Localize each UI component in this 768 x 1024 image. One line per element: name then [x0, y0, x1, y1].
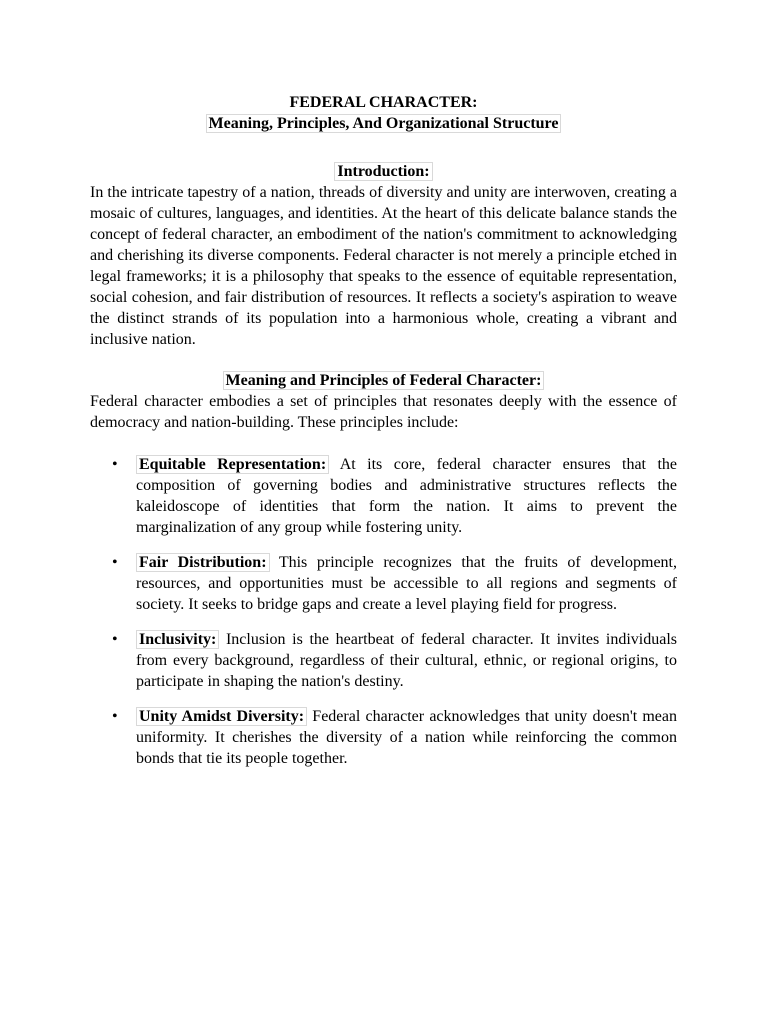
list-item: [90, 454, 677, 538]
title-line-1: FEDERAL CHARACTER:: [289, 94, 478, 111]
principle-text: Federal character acknowledges that unity doesn't mean uniformity. It cherishes the diversity of a nation while reinforcing the common bonds that tie its people together.: [136, 708, 678, 767]
title-line-2-wrapper: [90, 113, 677, 134]
spacer: [90, 433, 677, 454]
principle-text: Inclusion is the heartbeat of federal character. It invites individuals from every background, regardless of their cultural, ethnic, or regional origins, to participate in shaping the nation's destiny.: [136, 631, 677, 690]
introduction-heading-wrapper: [90, 161, 677, 182]
principle-text: At its core, federal character ensures that the composition of governing bodies and administrative structures reflects the kaleidoscope of identities that form the nation. It aims to prevent the marginalization of any group while fostering unity.: [136, 456, 677, 536]
principle-term: Unity Amidst Diversity:: [136, 707, 307, 726]
introduction-body: In the intricate tapestry of a nation, threads of diversity and unity are interwoven, creating a mosaic of cultures, languages, and identities. At the heart of this delicate balance stands the concept of federal character, an embodiment of the nation's commitment to acknowledging and cherishing its diverse components. Federal character is not merely a principle etched in legal frameworks; it is a philosophy that speaks to the essence of equitable representation, social cohesion, and fair distribution of resources. It reflects a society's aspiration to weave the distinct strands of its population into a harmonious whole, creating a vibrant and inclusive nation.: [90, 184, 677, 348]
meaning-heading: Meaning and Principles of Federal Character:: [223, 371, 545, 390]
introduction-heading: Introduction:: [334, 162, 432, 181]
meaning-heading-wrapper: [90, 370, 677, 391]
bullet-icon: •: [112, 456, 118, 473]
bullet-icon: •: [112, 631, 118, 648]
bullet-icon: •: [112, 554, 118, 571]
title-line-1-wrapper: [90, 92, 677, 113]
title-line-2: Meaning, Principles, And Organizational Structure: [206, 114, 562, 133]
document-page: [90, 92, 677, 783]
list-item: [90, 552, 677, 615]
list-item: [90, 706, 677, 769]
principle-term: Equitable Representation:: [136, 455, 329, 474]
principle-term: Fair Distribution:: [136, 553, 270, 572]
principles-list: [90, 454, 677, 769]
document-title: [90, 92, 677, 134]
bullet-icon: •: [112, 708, 118, 725]
meaning-body: Federal character embodies a set of principles that resonates deeply with the essence of democracy and nation-building. These principles include:: [90, 393, 677, 431]
principle-text: This principle recognizes that the fruits of development, resources, and opportunities must be accessible to all regions and segments of society. It seeks to bridge gaps and create a level playing field for progress.: [136, 554, 677, 613]
principle-term: Inclusivity:: [136, 630, 219, 649]
spacer: [90, 350, 677, 370]
list-item: [90, 629, 677, 692]
spacer: [90, 134, 677, 161]
